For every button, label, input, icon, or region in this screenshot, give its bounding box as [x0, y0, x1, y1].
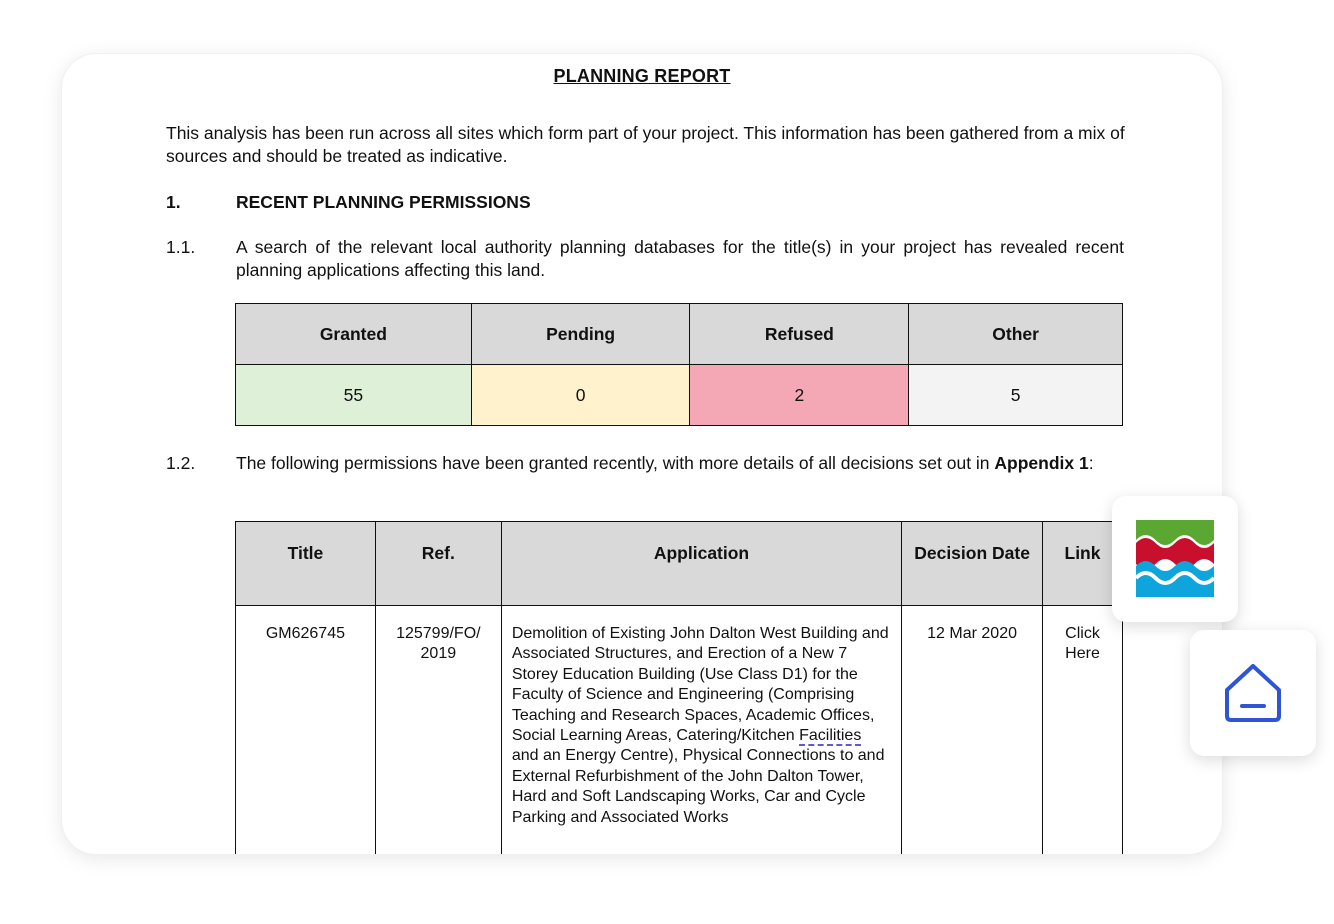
summary-value-other: 5 [909, 365, 1123, 426]
header-ref: Ref. [375, 522, 501, 606]
paragraph-text: A search of the relevant local authority planning databases for the title(s) in your project has revealed recent planning applications affecting this land. [236, 237, 1124, 280]
summary-header-granted: Granted [236, 304, 472, 365]
paragraph-suffix: : [1088, 453, 1094, 473]
council-logo-tile[interactable] [1112, 496, 1238, 622]
home-icon [1190, 630, 1316, 756]
summary-value-row [236, 365, 1123, 426]
appendix-reference: Appendix 1 [994, 453, 1089, 473]
permissions-table [235, 521, 1123, 854]
paragraph-number: 1.1. [166, 237, 196, 257]
permissions-header-row [236, 522, 1123, 606]
paragraph-text-body: The following permissions have been granted recently, with more details of all decisions set out in [236, 453, 995, 473]
document-page [62, 54, 1222, 854]
table-row [236, 606, 1123, 855]
summary-header-other: Other [909, 304, 1123, 365]
header-title: Title [236, 522, 376, 606]
application-text-end: and an Energy Centre), Physical Connections to and External Refurbishment of the John Dalton Tower, Hard and Soft Landscaping Works, Car and Cycle Parking and Associated Works [511, 747, 885, 826]
header-application: Application [501, 522, 901, 606]
cell-title: GM626745 [236, 606, 376, 855]
spellcheck-marked-word: Facilities [799, 727, 862, 745]
section-heading: RECENT PLANNING PERMISSIONS [236, 192, 531, 212]
cell-link[interactable]: Click Here [1043, 606, 1123, 855]
header-decision-date: Decision Date [902, 522, 1043, 606]
application-text-start: Demolition of Existing John Dalton West Building and Associated Structures, and Erection of a New 7 Storey Education Building (Use Class D1) for the Faculty of Science and Engineering (Comprising Teaching and Research Spaces, Academic Offices, Social Learning Areas, Catering/Kitchen [511, 625, 889, 745]
home-button[interactable] [1190, 630, 1316, 756]
cell-ref: 125799/FO/ 2019 [375, 606, 501, 855]
summary-header-refused: Refused [690, 304, 909, 365]
summary-value-granted: 55 [236, 365, 472, 426]
document-title: PLANNING REPORT [553, 66, 731, 86]
cell-application [501, 606, 901, 855]
planning-summary-table [235, 303, 1123, 426]
section-number: 1. [166, 192, 181, 212]
summary-value-refused: 2 [690, 365, 909, 426]
intro-paragraph: This analysis has been run across all sites which form part of your project. This information has been gathered from a mix of sources and should be treated as indicative. [166, 123, 1125, 166]
paragraph-text [236, 452, 1124, 475]
cell-decision-date: 12 Mar 2020 [902, 606, 1043, 855]
summary-header-pending: Pending [471, 304, 690, 365]
paragraph-number: 1.2. [166, 453, 196, 473]
council-logo-icon [1112, 496, 1238, 622]
header-link: Link [1043, 522, 1123, 606]
summary-header-row [236, 304, 1123, 365]
summary-value-pending: 0 [471, 365, 690, 426]
